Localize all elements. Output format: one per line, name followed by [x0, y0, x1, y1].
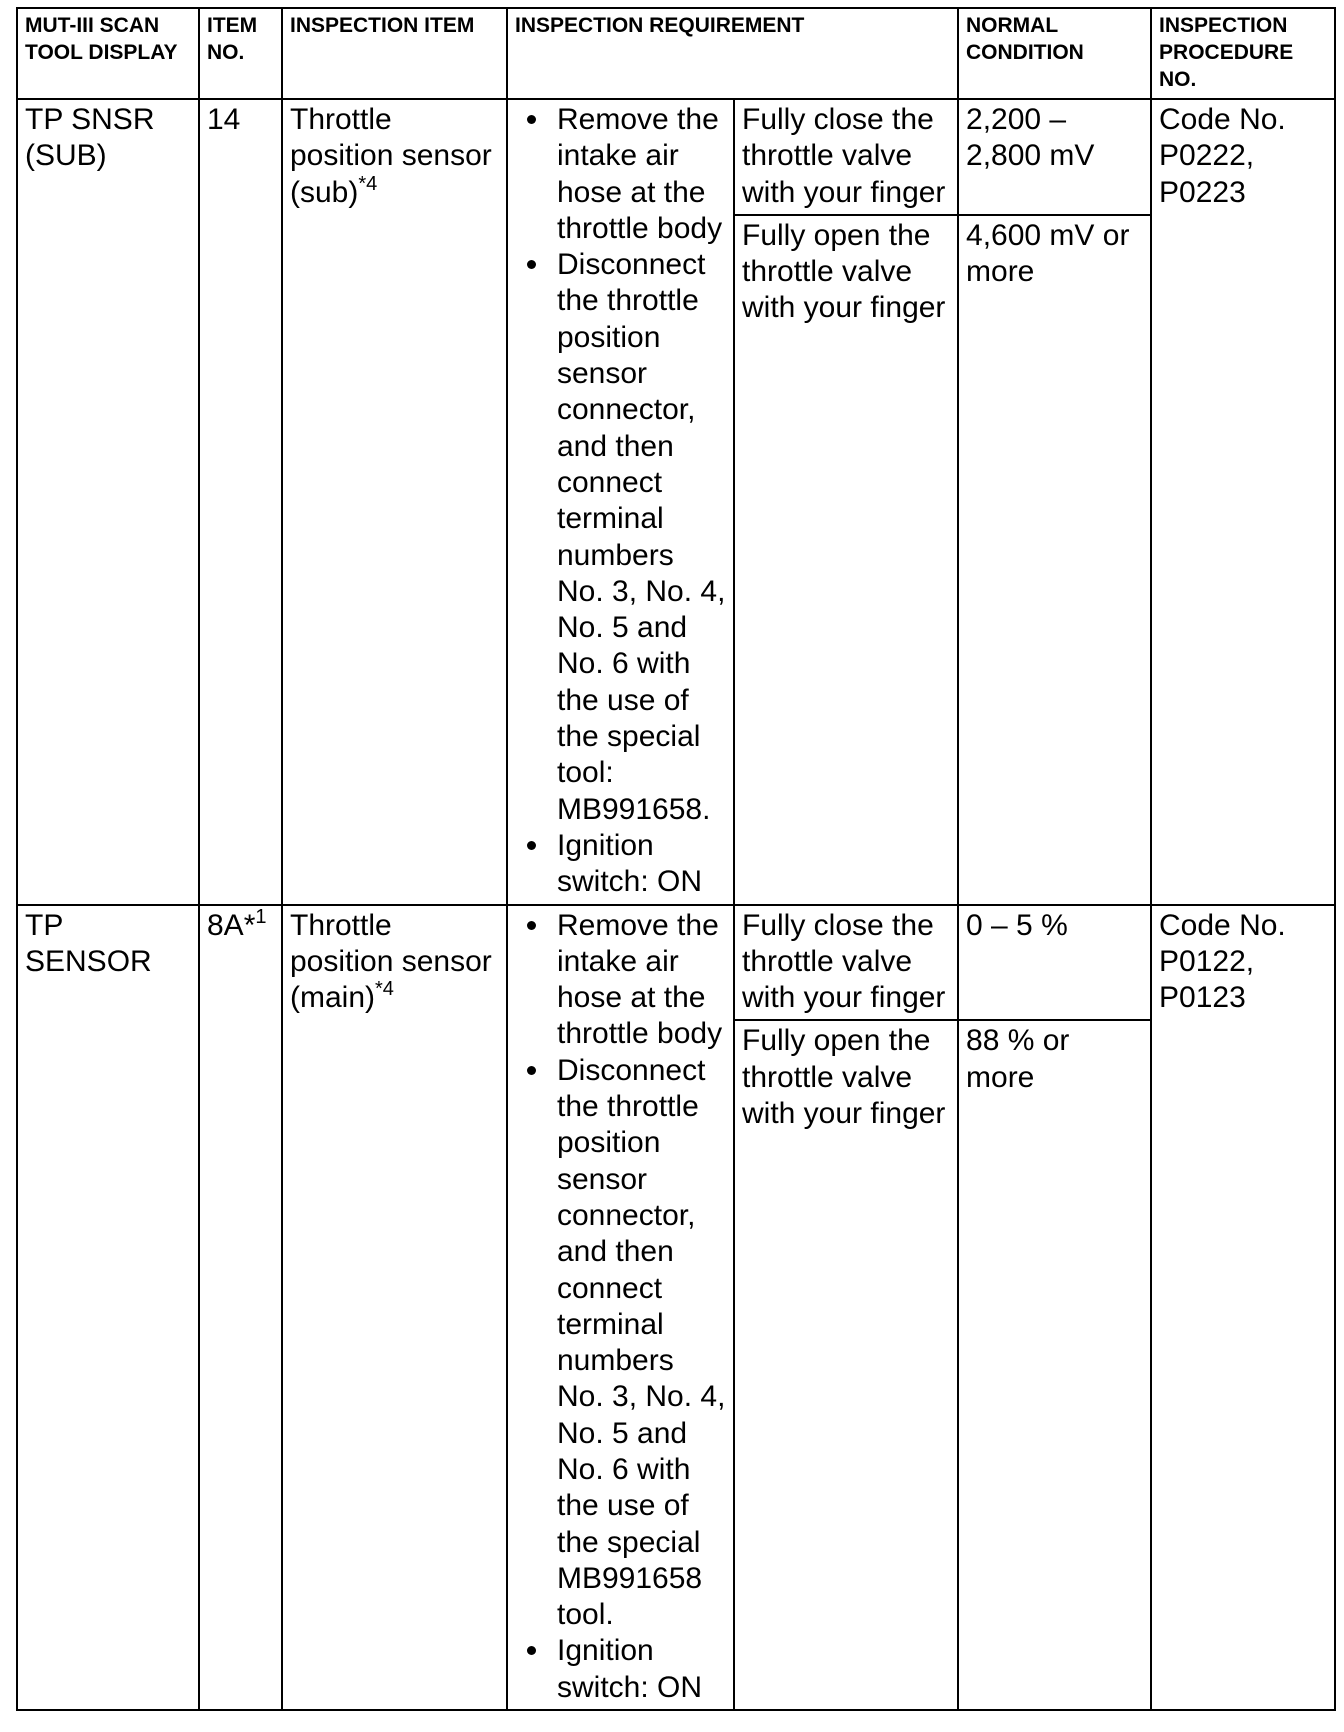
header-inspection-requirement: INSPECTION REQUIREMENT [507, 8, 958, 99]
requirement-item: Disconnect the throttle position sensor connector, and then connect terminal numbers No. 3, No. 4, No. 5 and No. 6 with the use of the special MB991658 tool. [515, 1053, 726, 1634]
requirement-item: Remove the intake air hose at the throttle body [515, 102, 726, 247]
requirement-cell [507, 905, 734, 1711]
condition-state-cell: Fully open the throttle valve with your finger [734, 215, 958, 905]
requirement-item: Disconnect the throttle position sensor connector, and then connect terminal numbers No. 3, No. 4, No. 5 and No. 6 with the use of the special tool: MB991658. [515, 247, 726, 828]
inspection-table [16, 7, 1336, 1711]
display-cell: TP SENSOR [17, 905, 199, 1711]
item-no-cell [199, 905, 282, 1711]
item-no-text: 8A* [207, 908, 256, 942]
normal-condition-cell: 0 – 5 % [958, 905, 1151, 1021]
inspection-item-cell [282, 99, 507, 905]
header-inspection-item: INSPECTION ITEM [282, 8, 507, 99]
requirement-cell [507, 99, 734, 905]
condition-state-cell: Fully close the throttle valve with your finger [734, 99, 958, 215]
header-procedure-no: INSPECTION PROCEDURE NO. [1151, 8, 1335, 99]
header-display: MUT-III SCAN TOOL DISPLAY [17, 8, 199, 99]
inspection-item-text: Throttle position sensor (main) [290, 908, 492, 1015]
procedure-cell: Code No. P0122, P0123 [1151, 905, 1335, 1711]
header-normal-condition: NORMAL CONDITION [958, 8, 1151, 99]
item-no-note: 1 [255, 905, 267, 928]
requirement-item: Ignition switch: ON [515, 828, 726, 901]
inspection-item-text: Throttle position sensor (sub) [290, 103, 492, 209]
condition-state-cell: Fully open the throttle valve with your finger [734, 1020, 958, 1710]
item-no-cell [199, 99, 282, 905]
requirement-list [515, 102, 726, 901]
table-row [17, 905, 1335, 1021]
inspection-item-note: *4 [358, 172, 378, 195]
display-cell: TP SNSR (SUB) [17, 99, 199, 905]
requirement-list [515, 908, 726, 1707]
inspection-item-cell [282, 905, 507, 1711]
condition-state-cell: Fully close the throttle valve with your finger [734, 905, 958, 1021]
normal-condition-cell: 4,600 mV or more [958, 215, 1151, 905]
normal-condition-cell: 2,200 – 2,800 mV [958, 99, 1151, 215]
requirement-item: Ignition switch: ON [515, 1633, 726, 1706]
header-row [17, 8, 1335, 99]
header-item-no: ITEM NO. [199, 8, 282, 99]
table-row [17, 99, 1335, 215]
item-no-text: 14 [207, 103, 241, 136]
requirement-item: Remove the intake air hose at the throttle body [515, 908, 726, 1053]
inspection-item-note: *4 [375, 978, 394, 1001]
procedure-cell: Code No. P0222, P0223 [1151, 99, 1335, 905]
normal-condition-cell: 88 % or more [958, 1020, 1151, 1710]
